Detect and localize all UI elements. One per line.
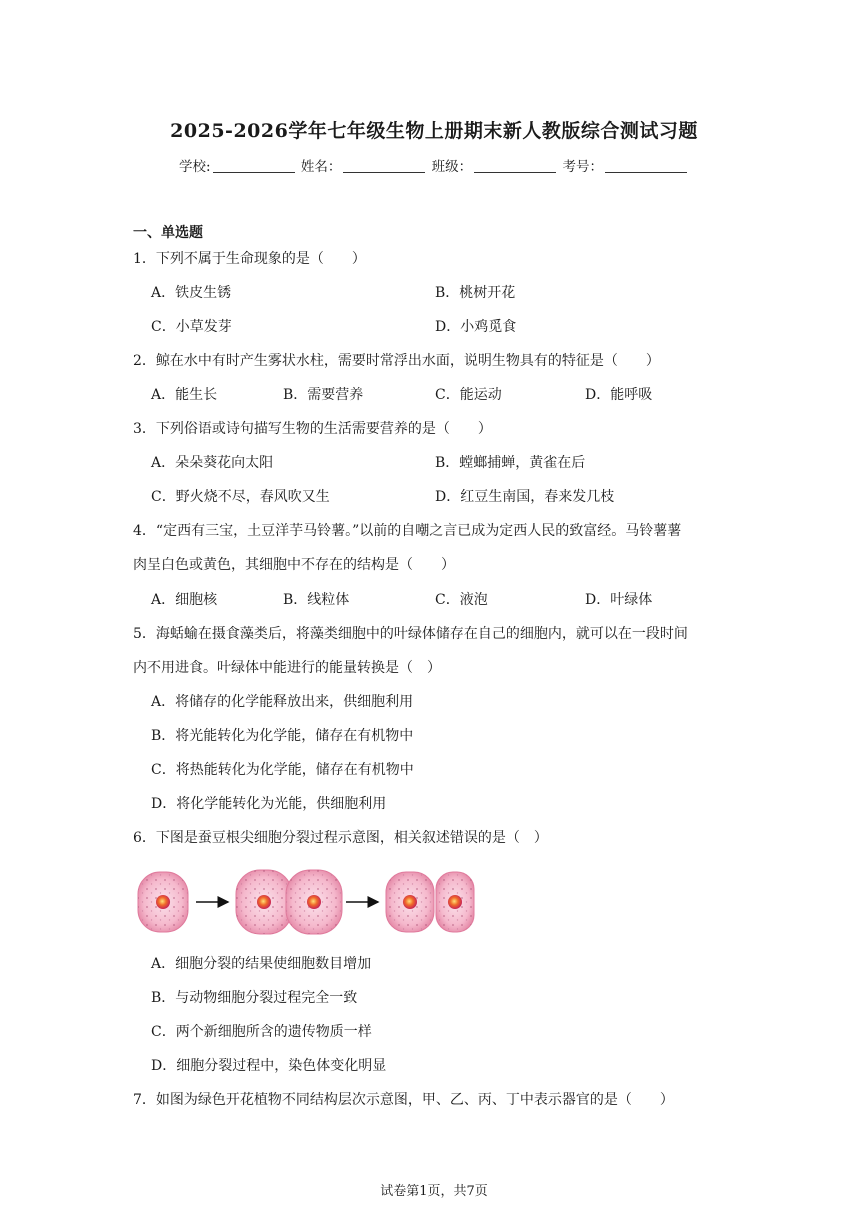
question-4-option-c[interactable]: C．液泡	[435, 592, 488, 608]
question-4-option-a[interactable]: A．细胞核	[151, 592, 218, 608]
question-5-option-c[interactable]: C．将热能转化为化学能，储存在有机物中	[151, 762, 414, 778]
question-5-option-a[interactable]: A．将储存的化学能释放出来，供细胞利用	[151, 694, 414, 710]
name-blank[interactable]	[343, 172, 425, 173]
question-6-stem: 6．下图是蚕豆根尖细胞分裂过程示意图，相关叙述错误的是（ ）	[133, 830, 548, 846]
exam-no-label: 考号：	[562, 159, 603, 175]
question-5-option-d[interactable]: D．将化学能转化为光能，供细胞利用	[151, 796, 387, 812]
question-2-option-b[interactable]: B．需要营养	[283, 387, 364, 403]
question-3-option-b[interactable]: B．螳螂捕蝉，黄雀在后	[435, 455, 586, 471]
exam-no-blank[interactable]	[605, 172, 687, 173]
question-4-option-d[interactable]: D．叶绿体	[585, 592, 653, 608]
question-6-option-c[interactable]: C．两个新细胞所含的遗传物质一样	[151, 1024, 372, 1040]
class-label: 班级：	[431, 159, 473, 175]
question-5-stem-line-1: 5．海蛞蝓在摄食藻类后，将藻类细胞中的叶绿体储存在自己的细胞内，就可以在一段时间	[133, 626, 688, 642]
question-2-option-d[interactable]: D．能呼吸	[585, 387, 653, 403]
school-blank[interactable]	[213, 172, 295, 173]
question-1-stem: 1．下列不属于生命现象的是（ ）	[133, 251, 366, 267]
school-label: 学校:	[179, 159, 211, 175]
name-label: 姓名：	[300, 159, 342, 175]
parent-cell	[138, 872, 188, 932]
question-1-option-b[interactable]: B．桃树开花	[435, 285, 516, 301]
question-1-option-a[interactable]: A．铁皮生锈	[151, 285, 232, 301]
question-4-stem-line-1: 4．“定西有三宝，土豆洋芋马铃薯。”以前的自嘲之言已成为定西人民的致富经。马铃薯薯	[133, 523, 682, 539]
cell-division-diagram	[136, 868, 476, 938]
question-2-stem: 2．鲸在水中有时产生雾状水柱，需要时常浮出水面，说明生物具有的特征是（ ）	[133, 353, 660, 369]
page-footer: 试卷第1页，共7页	[380, 1184, 488, 1199]
question-5-stem-line-2: 内不用进食。叶绿体中能进行的能量转换是（ ）	[133, 660, 441, 676]
section-title: 一、单选题	[133, 225, 203, 241]
question-3-option-c[interactable]: C．野火烧不尽，春风吹又生	[151, 489, 330, 505]
question-1-option-c[interactable]: C．小草发芽	[151, 319, 232, 335]
dividing-cell	[236, 870, 342, 934]
question-5-option-b[interactable]: B．将光能转化为化学能，储存在有机物中	[151, 728, 414, 744]
question-2-option-a[interactable]: A．能生长	[151, 387, 218, 403]
question-4-option-b[interactable]: B．线粒体	[283, 592, 350, 608]
question-3-option-d[interactable]: D．红豆生南国，春来发几枝	[435, 489, 615, 505]
class-blank[interactable]	[474, 172, 556, 173]
student-info-line	[0, 155, 868, 175]
question-2-option-c[interactable]: C．能运动	[435, 387, 502, 403]
question-6-option-a[interactable]: A．细胞分裂的结果使细胞数目增加	[151, 956, 372, 972]
question-1-option-d[interactable]: D．小鸡觅食	[435, 319, 517, 335]
question-6-option-d[interactable]: D．细胞分裂过程中，染色体变化明显	[151, 1058, 387, 1074]
question-4-stem-line-2: 肉呈白色或黄色，其细胞中不存在的结构是（ ）	[133, 557, 455, 573]
question-6-option-b[interactable]: B．与动物细胞分裂过程完全一致	[151, 990, 358, 1006]
question-7-stem: 7．如图为绿色开花植物不同结构层次示意图，甲、乙、丙、丁中表示器官的是（ ）	[133, 1092, 674, 1108]
page-title: 2025-2026学年七年级生物上册期末新人教版综合测试习题	[170, 120, 698, 142]
daughter-cells	[386, 872, 474, 932]
question-3-stem: 3．下列俗语或诗句描写生物的生活需要营养的是（ ）	[133, 421, 492, 437]
question-3-option-a[interactable]: A．朵朵葵花向太阳	[151, 455, 274, 471]
